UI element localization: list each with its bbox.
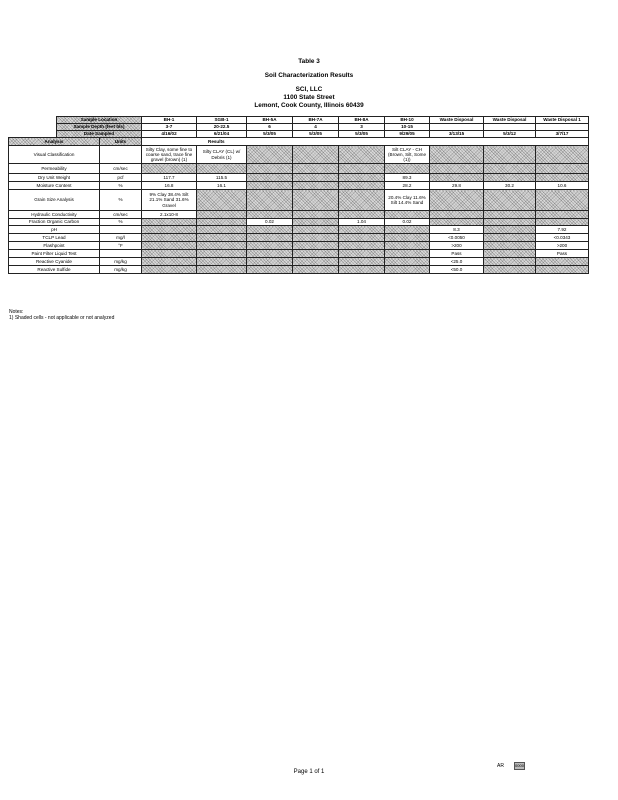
header-value: Waste Disposal [484,117,536,124]
shaded-cell [293,258,339,266]
units-cell: % [100,219,142,226]
analysis-name: TCLP Lead [9,234,100,242]
header-value: 5/3/05 [247,131,293,138]
shaded-cell [484,234,536,242]
shaded-cell [484,146,536,164]
header-label: Sample Depth (feet bls) [57,124,142,131]
shaded-cell [142,266,197,274]
result-cell: 28.2 [385,182,430,190]
result-cell: <0.0343 [536,234,589,242]
shaded-cell [197,266,247,274]
header-row [9,124,589,131]
analysis-header: Analysis [9,138,100,146]
shaded-cell [247,146,293,164]
result-cell: 2.1x10-8 [142,211,197,219]
table-row [9,182,589,190]
result-cell: >200 [430,242,484,250]
result-cell: 20.4% Clay 11.6% Silt 14.4% Sand [385,190,430,211]
shaded-cell [339,266,385,274]
analysis-name: Permeability [9,164,100,174]
header-value [484,124,536,131]
shaded-cell [430,174,484,182]
units-cell: cm/sec [100,211,142,219]
shaded-cell [484,250,536,258]
table-subtitle: Soil Characterization Results [264,72,354,79]
spacer-cell [9,124,57,131]
shaded-cell [197,250,247,258]
result-cell: Silty Clay, some fine to coarse sand, trace fine gravel (brown) (1) [142,146,197,164]
shaded-cell [430,211,484,219]
shaded-cell [484,266,536,274]
result-cell: <50.0 [430,266,484,274]
header-value: 4 [293,124,339,131]
result-cell: Pass [430,250,484,258]
shaded-cell [385,258,430,266]
result-cell: 0.02 [247,219,293,226]
table-row [9,164,589,174]
analysis-name: pH [9,226,100,234]
header-label: Date Sampled [57,131,142,138]
header-row [9,117,589,124]
header-value: 6/21/04 [197,131,247,138]
shaded-cell [197,219,247,226]
shaded-cell [339,258,385,266]
shaded-cell [484,242,536,250]
address-line-1: 1100 State Street [283,94,335,101]
table-row [9,258,589,266]
ar-code-stamp: 0000 [515,763,524,768]
table-title: Table 3 [298,58,320,65]
header-value: Waste Disposal 1 [536,117,589,124]
units-cell: pcf [100,174,142,182]
shaded-cell [142,164,197,174]
header-value: BH-5A [247,117,293,124]
header-value: 3-7 [142,124,197,131]
table-row [9,219,589,226]
shaded-cell [430,190,484,211]
shaded-cell [339,174,385,182]
result-cell: <0.0050 [430,234,484,242]
shaded-cell [247,250,293,258]
page-number: Page 1 of 1 [293,769,325,775]
shaded-cell [536,219,589,226]
header-value: 5/3/05 [339,131,385,138]
shaded-cell [536,146,589,164]
shaded-cell [484,211,536,219]
header-value: 3/13/15 [430,131,484,138]
analysis-name: Moisture Content [9,182,100,190]
shaded-cell [536,190,589,211]
result-cell: 29.8 [430,182,484,190]
shaded-cell [247,190,293,211]
result-cell: 9% Clay 38.4% Silt 21.1% Sand 31.6% Gravel [142,190,197,211]
units-cell: mg/kg [100,258,142,266]
table-row [9,146,589,164]
table-row [9,174,589,182]
header-value: BH-1 [142,117,197,124]
shaded-cell [197,234,247,242]
shaded-cell [339,146,385,164]
shaded-cell [247,242,293,250]
shaded-cell [385,211,430,219]
analysis-name: Paint Filter Liquid Test [9,250,100,258]
header-value: 3/7/17 [536,131,589,138]
notes-heading: Notes: [9,309,24,315]
shaded-cell [339,226,385,234]
shaded-cell [247,164,293,174]
shaded-cell [197,226,247,234]
header-value: SGB-1 [197,117,247,124]
header-value [536,124,589,131]
shaded-cell [293,250,339,258]
units-cell [100,250,142,258]
header-value: 9/29/05 [385,131,430,138]
result-cell: 8.3 [430,226,484,234]
result-cell: 30.2 [484,182,536,190]
header-value: 10-15 [385,124,430,131]
header-value: 6 [247,124,293,131]
shaded-cell [197,211,247,219]
result-cell: 16.8 [142,182,197,190]
header-value: 5/3/12 [484,131,536,138]
shaded-cell [142,219,197,226]
shaded-cell [430,164,484,174]
shaded-cell [385,164,430,174]
shaded-cell [142,226,197,234]
shaded-cell [536,266,589,274]
units-cell [100,226,142,234]
shaded-cell [484,258,536,266]
result-cell: 10.6 [536,182,589,190]
result-cell: Pass [536,250,589,258]
header-value: BH-8A [339,117,385,124]
shaded-cell [484,219,536,226]
units-cell: cm/sec [100,164,142,174]
header-value: 20-22.5 [197,124,247,131]
spacer-cell [9,131,57,138]
shaded-cell [339,234,385,242]
shaded-cell [247,182,293,190]
table-row [9,242,589,250]
units-cell: % [100,182,142,190]
result-cell: 16.1 [197,182,247,190]
shaded-cell [536,211,589,219]
note-item: 1) Shaded cells - not applicable or not analyzed [9,315,115,322]
shaded-cell [339,164,385,174]
table-row [9,234,589,242]
shaded-cell [385,226,430,234]
analysis-name: Fraction Organic Carbon [9,219,100,226]
header-value: 3 [339,124,385,131]
shaded-cell [293,190,339,211]
result-cell: 117.7 [142,174,197,182]
shaded-cell [293,266,339,274]
header-value: BH-10 [385,117,430,124]
shaded-cell [293,211,339,219]
spacer-cell [9,117,57,124]
result-cell: 7.92 [536,226,589,234]
shaded-cell [293,182,339,190]
result-cell: >200 [536,242,589,250]
table-row [9,211,589,219]
shaded-cell [385,250,430,258]
result-cell: Silt CLAY - CH (Brown, Silt, Some (1)) [385,146,430,164]
shaded-cell [385,234,430,242]
result-cell: <25.0 [430,258,484,266]
result-cell: Silty CLAY (CL) w/ Debris (1) [197,146,247,164]
shaded-cell [197,164,247,174]
analysis-name: Hydraulic Conductivity [9,211,100,219]
analysis-name: Grain Size Analysis [9,190,100,211]
analysis-name: Flashpoint [9,242,100,250]
result-cell: 1.04 [339,219,385,226]
header-value: 5/3/05 [293,131,339,138]
header-value: BH-7A [293,117,339,124]
shaded-cell [293,219,339,226]
header-label: Sample Location [57,117,142,124]
shaded-cell [430,219,484,226]
shaded-cell [536,164,589,174]
shaded-cell [142,250,197,258]
header-value: 4/16/02 [142,131,197,138]
shaded-cell [339,211,385,219]
table-row [9,226,589,234]
header-value [430,124,484,131]
shaded-cell [339,242,385,250]
analysis-name: Dry Unit Weight [9,174,100,182]
shaded-cell [293,242,339,250]
header-row [9,131,589,138]
shaded-cell [142,234,197,242]
table-row [9,266,589,274]
shaded-cell [197,258,247,266]
shaded-cell [197,190,247,211]
shaded-cell [142,258,197,266]
result-cell: 0.02 [385,219,430,226]
shaded-cell [484,226,536,234]
units-header: Units [100,138,142,146]
result-cell: 89.3 [385,174,430,182]
units-cell [100,146,142,164]
units-cell: % [100,190,142,211]
shaded-cell [339,182,385,190]
column-header-row [9,138,589,146]
shaded-cell [293,146,339,164]
shaded-cell [293,174,339,182]
shaded-cell [142,242,197,250]
shaded-cell [484,190,536,211]
shaded-cell [430,146,484,164]
shaded-cell [247,211,293,219]
result-cell: 115.5 [197,174,247,182]
shaded-cell [385,266,430,274]
soil-results-table [8,116,589,274]
shaded-cell [247,174,293,182]
units-cell: mg/kg [100,266,142,274]
analysis-name: Reactive Cyanide [9,258,100,266]
address-line-2: Lemont, Cook County, Illinois 60439 [254,102,364,109]
analysis-name: Visual Classification [9,146,100,164]
shaded-cell [247,258,293,266]
shaded-cell [293,164,339,174]
header-value: Waste Disposal [430,117,484,124]
shaded-cell [339,250,385,258]
units-cell: °F [100,242,142,250]
shaded-cell [536,174,589,182]
ar-label: AR [497,763,504,769]
notes-block [9,309,114,322]
shaded-cell [293,226,339,234]
table-row [9,250,589,258]
shaded-cell [247,266,293,274]
units-cell: mg/l [100,234,142,242]
shaded-cell [385,242,430,250]
shaded-cell [484,174,536,182]
analysis-name: Reactive Sulfide [9,266,100,274]
shaded-cell [293,234,339,242]
company-name: SCI, LLC [295,86,323,93]
shaded-cell [339,190,385,211]
table-row [9,190,589,211]
shaded-cell [536,258,589,266]
shaded-cell [247,226,293,234]
shaded-cell [484,164,536,174]
results-header: Results [142,138,589,146]
shaded-cell [197,242,247,250]
shaded-cell [247,234,293,242]
